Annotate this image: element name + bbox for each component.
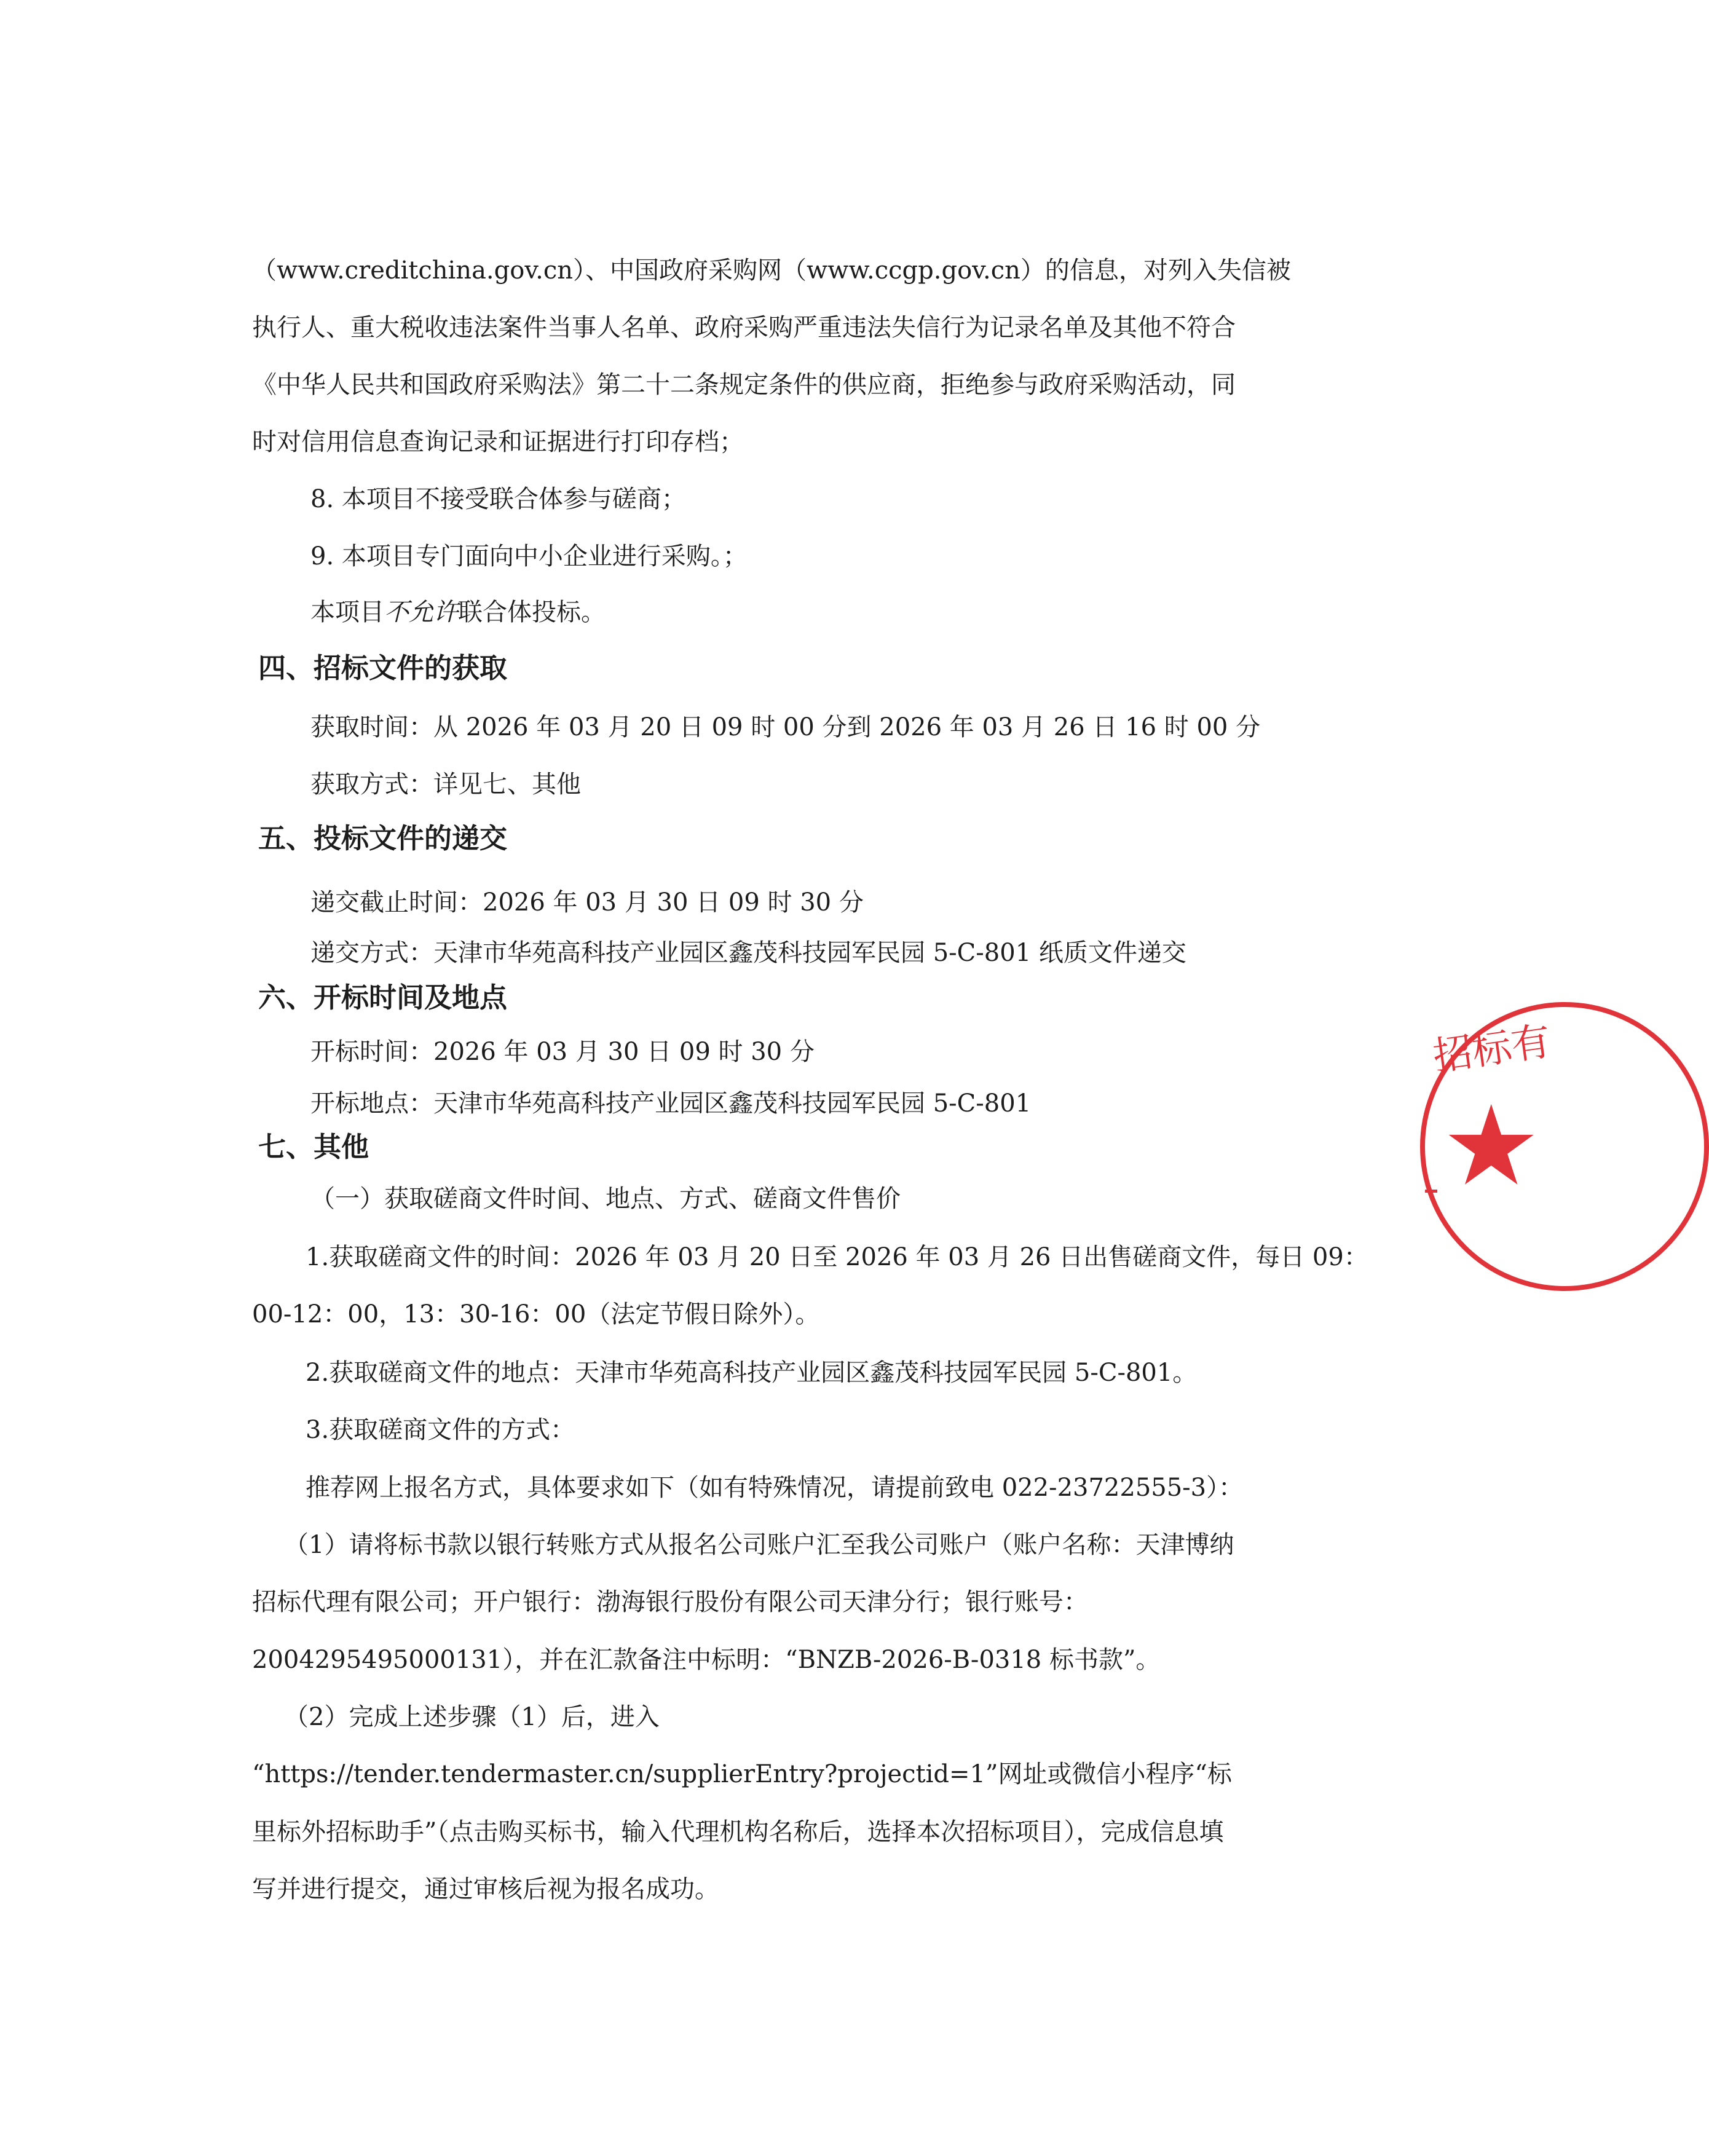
paragraph-line: 写并进行提交，通过审核后视为报名成功。 [252,1875,719,1903]
paragraph-line: 00-12：00，13：30-16：00（法定节假日除外）。 [252,1300,820,1329]
joint-suffix: 联合体投标。 [458,598,606,626]
paragraph-line: 推荐网上报名方式，具体要求如下（如有特殊情况，请提前致电 022-23722555-3）： [306,1474,1244,1502]
paragraph-line: （2）完成上述步骤（1）后，进入 [284,1703,660,1731]
joint-italic: 不允许 [384,598,458,626]
section-heading: 五、投标文件的递交 [258,822,508,855]
paragraph-line: 时对信用信息查询记录和证据进行打印存档； [252,428,744,456]
paragraph-line: 2004295495000131），并在汇款备注中标明：“BNZB-2026-B-0318 标书款”。 [252,1646,1161,1674]
paragraph-line: 里标外招标助手”（点击购买标书，输入代理机构名称后，选择本次招标项目），完成信息填 [252,1818,1224,1846]
paragraph-line: 3.获取磋商文件的方式： [306,1416,575,1444]
list-item: 9. 本项目专门面向中小企业进行采购。； [310,542,748,571]
paragraph-line: “https://tender.tendermaster.cn/supplierEntry?projectid=1”网址或微信小程序“标 [252,1760,1232,1788]
opening-time: 开标时间：2026 年 03 月 30 日 09 时 30 分 [310,1038,815,1066]
subsection-heading: （一）获取磋商文件时间、地点、方式、磋商文件售价 [310,1185,901,1213]
paragraph-line: 2.获取磋商文件的地点：天津市华苑高科技产业园区鑫茂科技园军民园 5-C-801。 [306,1359,1198,1387]
section-heading: 七、其他 [258,1131,369,1163]
paragraph-line: （www.creditchina.gov.cn）、中国政府采购网（www.ccgp.gov.cn）的信息，对列入失信被 [252,256,1291,285]
acquire-method: 获取方式：详见七、其他 [310,770,581,799]
seal-text: 招标有 [1430,1018,1554,1080]
paragraph-line: 《中华人民共和国政府采购法》第二十二条规定条件的供应商，拒绝参与政府采购活动，同 [252,371,1236,399]
joint-bid-statement [310,595,606,630]
joint-prefix: 本项目 [310,598,384,626]
paragraph-line: 执行人、重大税收违法案件当事人名单、政府采购严重违法失信行为记录名单及其他不符合 [252,314,1236,342]
list-item: 8. 本项目不接受联合体参与磋商； [310,485,686,513]
section-heading: 六、开标时间及地点 [258,981,508,1014]
paragraph-line: 招标代理有限公司；开户银行：渤海银行股份有限公司天津分行；银行账号： [252,1588,1088,1616]
seal-star-icon: ★ [1442,1082,1541,1210]
submit-deadline: 递交截止时间：2026 年 03 月 30 日 09 时 30 分 [310,888,864,917]
submit-method: 递交方式：天津市华苑高科技产业园区鑫茂科技园军民园 5-C-801 纸质文件递交 [310,939,1186,967]
acquire-time: 获取时间：从 2026 年 03 月 20 日 09 时 00 分到 2026 年 03 月 26 日 16 时 00 分 [310,713,1261,741]
opening-place: 开标地点：天津市华苑高科技产业园区鑫茂科技园军民园 5-C-801 [310,1089,1032,1118]
paragraph-line: 1.获取磋商文件的时间：2026 年 03 月 20 日至 2026 年 03 月 26 日出售磋商文件，每日 09： [306,1243,1368,1271]
section-heading: 四、招标文件的获取 [258,652,508,684]
paragraph-line: （1）请将标书款以银行转账方式从报名公司账户汇至我公司账户（账户名称：天津博纳 [284,1531,1234,1559]
seal-mark [1425,1190,1437,1193]
